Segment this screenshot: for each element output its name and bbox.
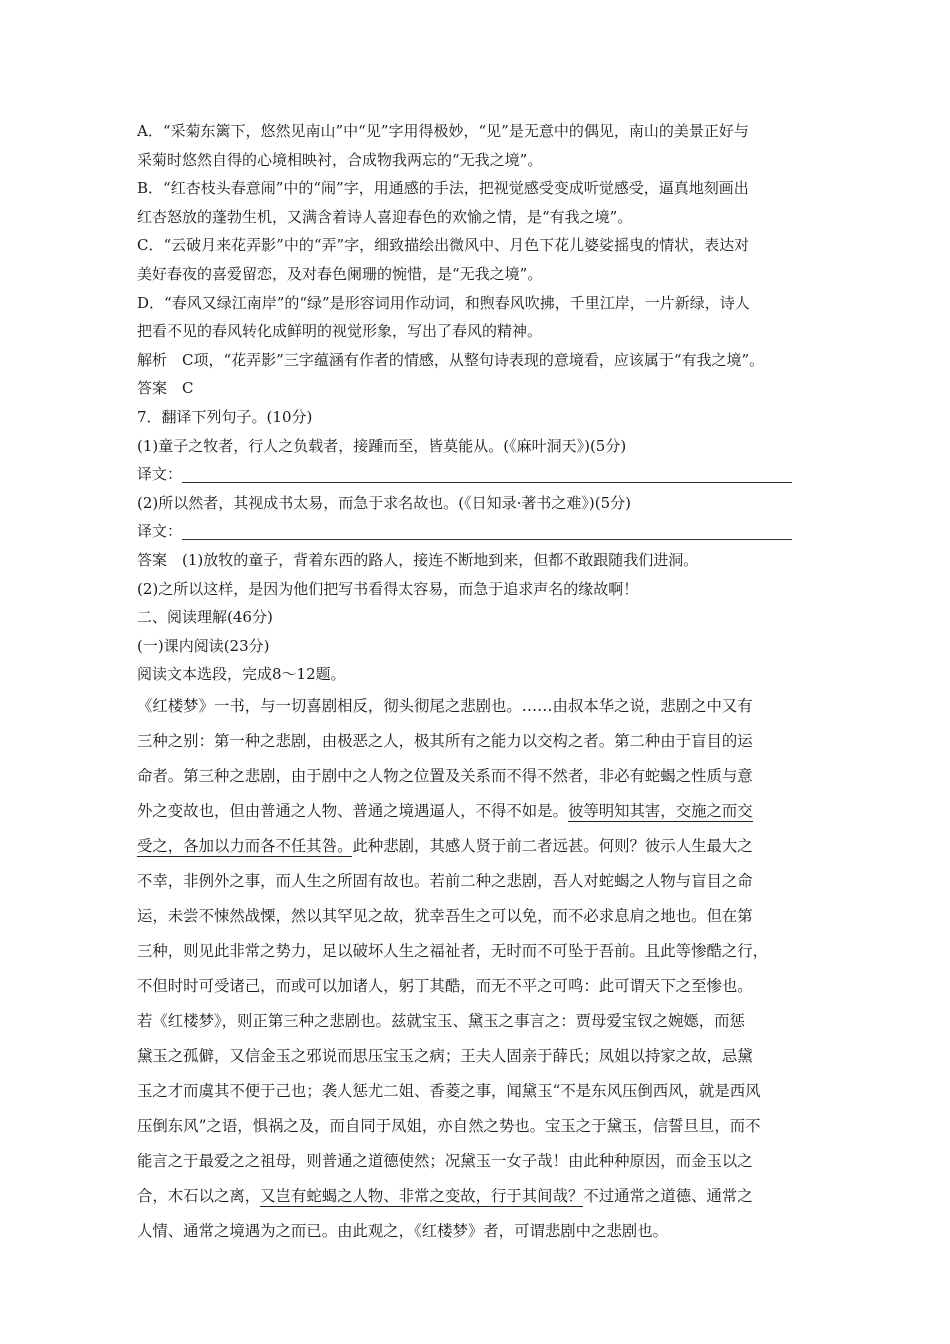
passage-line-14: 能言之于最爱之之祖母，则普通之道德使然；况黛玉一女子哉！由此种种原因，而金玉以之 [137, 1151, 753, 1170]
passage-text: 合，木石以之离， [137, 1186, 261, 1205]
passage-line-6: 不幸，非例外之事，而人生之所固有故也。若前二种之悲剧，吾人对蛇蝎之人物与盲目之命 [137, 871, 753, 890]
question-7-title: 7．翻译下列句子。(10分) [137, 407, 313, 426]
passage-line-5 [137, 829, 827, 864]
underlined-sentence-2: 又岂有蛇蝎之人物、非常之变故，行于其间哉？ [260, 1186, 584, 1205]
passage-line-3: 命者。第三种之悲剧，由于剧中之人物之位置及关系而不得不然者，非必有蛇蝎之性质与意 [137, 766, 753, 785]
passage-line-4 [137, 794, 827, 829]
passage-line-10: 若《红楼梦》，则正第三种之悲剧也。兹就宝玉、黛玉之事言之：贾母爱宝钗之婉嫕，而惩 [137, 1011, 745, 1030]
option-c-line-2: 美好春夜的喜爱留恋，及对春色阑珊的惋惜，是“无我之境”。 [137, 264, 543, 283]
translation-line-1 [137, 460, 827, 489]
passage-text: 此种悲剧，其感人贤于前二者远甚。何则？彼示人生最大之 [352, 836, 753, 855]
passage-line-16: 人情、通常之境遇为之而已。由此观之，《红楼梦》者，可谓悲剧中之悲剧也。 [137, 1221, 668, 1240]
option-c-line-1: C．“云破月来花弄影”中的“弄”字，细致描绘出微风中、月色下花儿婆娑摇曳的情状，表达对 [137, 236, 750, 255]
option-b-line-2: 红杏怒放的蓬勃生机，又满含着诗人喜迎春色的欢愉之情，是“有我之境”。 [137, 207, 633, 226]
passage-line-1: 《红楼梦》一书，与一切喜剧相反，彻头彻尾之悲剧也。……由叔本华之说，悲剧之中又有 [137, 696, 753, 715]
subsection-heading: (一)课内阅读(23分) [137, 636, 270, 655]
question-7-sentence-2: (2)所以然者，其视成书太易，而急于求名故也。(《日知录·著书之难》)(5分) [137, 493, 631, 512]
option-a-line-2: 采菊时悠然自得的心境相映衬，合成物我两忘的“无我之境”。 [137, 150, 543, 169]
passage-line-15 [137, 1179, 827, 1214]
passage-text: 外之变故也，但由普通之人物、普通之境遇逼人，不得不如是。 [137, 801, 568, 820]
answer-blank-2 [182, 538, 792, 540]
passage-line-8: 三种，则见此非常之势力，足以破坏人生之福祉者，无时而不可坠于吾前。且此等惨酷之行， [137, 941, 769, 960]
passage-line-9: 不但时时可受诸己，而或可以加诸人，躬丁其酷，而无不平之可鸣：此可谓天下之至惨也。 [137, 976, 753, 995]
passage-line-7: 运，未尝不悚然战慄，然以其罕见之故，犹幸吾生之可以免，而不必求息肩之地也。但在第 [137, 906, 753, 925]
passage-line-2: 三种之别：第一种之悲剧，由极恶之人，极其所有之能力以交构之者。第二种由于盲目的运 [137, 731, 753, 750]
translation-label: 译文： [137, 522, 183, 541]
reading-instruction: 阅读文本选段，完成8～12题。 [137, 665, 346, 684]
answer-7-1: 答案 (1)放牧的童子，背着东西的路人，接连不断地到来，但都不敢跟随我们进洞。 [137, 550, 699, 569]
option-d-line-2: 把看不见的春风转化成鲜明的视觉形象，写出了春风的精神。 [137, 322, 543, 341]
answer-blank-1 [182, 481, 792, 483]
option-d-line-1: D．“春风又绿江南岸”的“绿”是形容词用作动词，和煦春风吹拂，千里江岸，一片新绿，诗人 [137, 293, 750, 312]
underlined-sentence-1: 彼等明知其害，交施之而交 [567, 801, 753, 820]
translation-label: 译文： [137, 465, 183, 484]
underlined-sentence-1-cont: 受之，各加以力而各不任其咎。 [137, 836, 353, 855]
answer-7-2: (2)之所以这样，是因为他们把写书看得太容易，而急于追求声名的缘故啊！ [137, 579, 639, 598]
translation-line-2 [137, 517, 827, 546]
option-a-line-1: A．“采菊东篱下，悠然见南山”中“见”字用得极妙，“见”是无意中的偶见，南山的美景正好与 [137, 122, 749, 140]
passage-line-11: 黛玉之孤僻，又信金玉之邪说而思压宝玉之病；王夫人固亲于薛氏；凤姐以持家之故，忌黛 [137, 1046, 753, 1065]
passage-text: 不过通常之道德、通常之 [583, 1186, 753, 1205]
document-page [137, 117, 827, 1249]
analysis-line: 解析 C项，“花弄影”三字蕴涵有作者的情感，从整句诗表现的意境看，应该属于“有我之境”。 [137, 350, 765, 369]
passage-line-12: 玉之才而虞其不便于己也；袭人惩尤二姐、香菱之事，闻黛玉“不是东风压倒西风，就是西风 [137, 1081, 761, 1100]
option-b-line-1: B．“红杏枝头春意闹”中的“闹”字，用通感的手法，把视觉感受变成听觉感受，逼真地刻画出 [137, 179, 749, 198]
question-7-sentence-1: (1)童子之牧者，行人之负载者，接踵而至，皆莫能从。(《麻叶洞天》)(5分) [137, 436, 627, 455]
answer-line: 答案 C [137, 379, 194, 398]
passage-line-13: 压倒东风”之语，惧祸之及，而自同于凤姐，亦自然之势也。宝玉之于黛玉，信誓旦旦，而不 [137, 1116, 761, 1135]
section-heading: 二、阅读理解(46分) [137, 608, 273, 627]
